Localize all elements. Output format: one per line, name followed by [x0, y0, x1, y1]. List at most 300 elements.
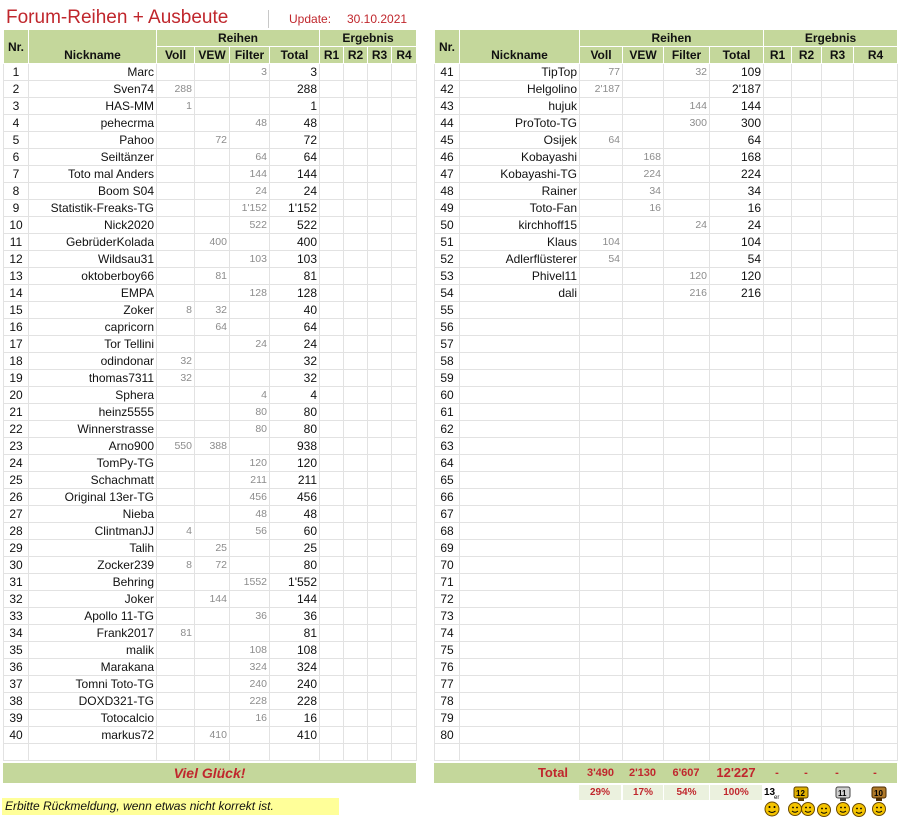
- row-vew: [623, 523, 664, 540]
- row-filter: 144: [664, 98, 710, 115]
- row-r2: [792, 115, 822, 132]
- row-number: 50: [435, 217, 460, 234]
- row-voll: [580, 370, 623, 387]
- col-vew-header: VEW: [623, 47, 664, 64]
- row-filter: [230, 353, 270, 370]
- row-r4: [854, 625, 898, 642]
- row-r3: [822, 234, 854, 251]
- row-voll: [580, 200, 623, 217]
- row-r1: [764, 98, 792, 115]
- row-voll: [580, 404, 623, 421]
- row-nickname: Marc: [29, 64, 157, 81]
- row-r3: [822, 302, 854, 319]
- row-voll: [580, 302, 623, 319]
- row-number: 23: [4, 438, 29, 455]
- pct-filter: 54%: [664, 785, 709, 800]
- row-voll: [580, 149, 623, 166]
- row-r1: [320, 353, 344, 370]
- row-r4: [392, 591, 417, 608]
- row-number: 10: [4, 217, 29, 234]
- row-r2: [792, 421, 822, 438]
- row-number: 74: [435, 625, 460, 642]
- row-nickname: Toto-Fan: [460, 200, 580, 217]
- row-nickname: capricorn: [29, 319, 157, 336]
- row-total: 216: [710, 285, 764, 302]
- row-r1: [320, 166, 344, 183]
- row-nickname: [460, 591, 580, 608]
- row-voll: [157, 710, 195, 727]
- row-r4: [392, 710, 417, 727]
- row-r4: [854, 370, 898, 387]
- row-vew: [195, 64, 230, 81]
- row-r4: [854, 608, 898, 625]
- col-total-header: Total: [710, 47, 764, 64]
- row-number: 40: [4, 727, 29, 744]
- row-r1: [320, 115, 344, 132]
- row-r1: [320, 64, 344, 81]
- row-r1: [320, 608, 344, 625]
- row-r1: [764, 353, 792, 370]
- row-r2: [792, 353, 822, 370]
- row-r4: [392, 625, 417, 642]
- row-r4: [392, 404, 417, 421]
- row-r4: [854, 115, 898, 132]
- row-voll: [157, 506, 195, 523]
- row-total: 36: [270, 608, 320, 625]
- row-filter: [664, 319, 710, 336]
- row-r1: [320, 727, 344, 744]
- row-r1: [320, 81, 344, 98]
- row-vew: [623, 574, 664, 591]
- row-vew: 410: [195, 727, 230, 744]
- row-r4: [392, 183, 417, 200]
- row-r1: [764, 166, 792, 183]
- table-row: [435, 217, 898, 234]
- row-r4: [392, 81, 417, 98]
- row-r2: [792, 234, 822, 251]
- row-number: 12: [4, 251, 29, 268]
- row-r4: [392, 540, 417, 557]
- row-filter: 144: [230, 166, 270, 183]
- row-r3: [368, 557, 392, 574]
- row-nickname: [460, 625, 580, 642]
- row-filter: [230, 540, 270, 557]
- row-r1: [764, 183, 792, 200]
- row-number: 64: [435, 455, 460, 472]
- row-vew: 16: [623, 200, 664, 217]
- row-total: 128: [270, 285, 320, 302]
- row-total: 24: [270, 336, 320, 353]
- row-filter: [664, 302, 710, 319]
- row-total: 24: [270, 183, 320, 200]
- 11-trophy-smiley-icon: [836, 787, 866, 817]
- row-voll: [157, 489, 195, 506]
- row-vew: [623, 234, 664, 251]
- row-r4: [392, 336, 417, 353]
- row-r4: [854, 319, 898, 336]
- row-voll: [580, 353, 623, 370]
- row-total: 80: [270, 404, 320, 421]
- row-total: 80: [270, 557, 320, 574]
- table-row: [4, 370, 417, 387]
- row-filter: [664, 387, 710, 404]
- table-row: [435, 200, 898, 217]
- row-r1: [764, 319, 792, 336]
- row-number: 53: [435, 268, 460, 285]
- row-r3: [368, 370, 392, 387]
- row-vew: [623, 132, 664, 149]
- row-r1: [764, 336, 792, 353]
- row-r4: [392, 506, 417, 523]
- row-r2: [344, 710, 368, 727]
- row-filter: [230, 727, 270, 744]
- row-nickname: kirchhoff15: [460, 217, 580, 234]
- blank-row: [4, 744, 417, 761]
- row-r1: [320, 489, 344, 506]
- row-r2: [792, 183, 822, 200]
- row-number: 66: [435, 489, 460, 506]
- row-voll: 4: [157, 523, 195, 540]
- row-vew: [623, 506, 664, 523]
- row-r1: [320, 676, 344, 693]
- blank-cell: [29, 744, 157, 761]
- table-row: [4, 727, 417, 744]
- total-label: Total: [537, 765, 569, 780]
- row-r4: [392, 608, 417, 625]
- row-vew: [623, 438, 664, 455]
- row-r2: [344, 234, 368, 251]
- row-r3: [368, 132, 392, 149]
- row-vew: [623, 98, 664, 115]
- row-total: 211: [270, 472, 320, 489]
- row-r4: [854, 302, 898, 319]
- row-total: 240: [270, 676, 320, 693]
- row-filter: [664, 540, 710, 557]
- row-vew: [195, 183, 230, 200]
- table-row: [4, 472, 417, 489]
- row-r2: [344, 115, 368, 132]
- row-r2: [344, 693, 368, 710]
- row-vew: [195, 200, 230, 217]
- blank-cell: [710, 744, 764, 761]
- row-r4: [854, 523, 898, 540]
- row-filter: [664, 608, 710, 625]
- row-voll: [157, 608, 195, 625]
- row-voll: 1: [157, 98, 195, 115]
- row-r4: [854, 234, 898, 251]
- row-vew: [195, 693, 230, 710]
- row-vew: [623, 625, 664, 642]
- row-r4: [854, 132, 898, 149]
- table-row: [4, 710, 417, 727]
- table-row: [4, 625, 417, 642]
- row-nickname: Zocker239: [29, 557, 157, 574]
- row-filter: [664, 370, 710, 387]
- row-total: 81: [270, 625, 320, 642]
- row-number: 58: [435, 353, 460, 370]
- table-row: [4, 200, 417, 217]
- row-number: 37: [4, 676, 29, 693]
- row-nickname: [460, 404, 580, 421]
- row-nickname: Zoker: [29, 302, 157, 319]
- row-r3: [368, 302, 392, 319]
- table-row: [435, 693, 898, 710]
- row-total: 34: [710, 183, 764, 200]
- row-number: 48: [435, 183, 460, 200]
- row-total: 1'552: [270, 574, 320, 591]
- row-number: 67: [435, 506, 460, 523]
- row-r1: [764, 251, 792, 268]
- row-r2: [792, 676, 822, 693]
- row-voll: [580, 591, 623, 608]
- row-r1: [320, 506, 344, 523]
- row-number: 7: [4, 166, 29, 183]
- row-nickname: Seiltänzer: [29, 149, 157, 166]
- row-total: 324: [270, 659, 320, 676]
- table-row: [4, 489, 417, 506]
- row-number: 65: [435, 472, 460, 489]
- table-row: [4, 693, 417, 710]
- row-total: [710, 659, 764, 676]
- row-r3: [822, 98, 854, 115]
- group-ergebnis-header: Ergebnis: [764, 30, 898, 47]
- row-r4: [392, 217, 417, 234]
- row-total: 144: [270, 166, 320, 183]
- table-row: [4, 523, 417, 540]
- row-total: [710, 574, 764, 591]
- row-nickname: Phivel11: [460, 268, 580, 285]
- row-r1: [764, 268, 792, 285]
- table-row: [435, 574, 898, 591]
- row-nickname: Kobayashi-TG: [460, 166, 580, 183]
- row-r4: [854, 557, 898, 574]
- row-vew: [623, 370, 664, 387]
- table-row: [4, 642, 417, 659]
- row-r4: [854, 353, 898, 370]
- row-r1: [320, 710, 344, 727]
- row-r3: [822, 132, 854, 149]
- table-row: [4, 166, 417, 183]
- row-r1: [320, 387, 344, 404]
- row-filter: 522: [230, 217, 270, 234]
- row-voll: [157, 472, 195, 489]
- row-number: 60: [435, 387, 460, 404]
- blank-cell: [664, 744, 710, 761]
- row-r4: [392, 659, 417, 676]
- left-table-body: [4, 30, 417, 761]
- row-nickname: [460, 710, 580, 727]
- row-r4: [854, 659, 898, 676]
- svg-text:13: 13: [764, 787, 776, 798]
- table-row: [435, 455, 898, 472]
- table-row: [435, 115, 898, 132]
- row-r2: [792, 81, 822, 98]
- row-r3: [368, 574, 392, 591]
- row-filter: 32: [664, 64, 710, 81]
- row-filter: [664, 455, 710, 472]
- row-filter: 36: [230, 608, 270, 625]
- table-row: [435, 540, 898, 557]
- row-r4: [854, 81, 898, 98]
- table-row: [435, 251, 898, 268]
- table-row: [4, 234, 417, 251]
- row-voll: [580, 506, 623, 523]
- row-number: 45: [435, 132, 460, 149]
- row-number: 33: [4, 608, 29, 625]
- row-number: 11: [4, 234, 29, 251]
- row-filter: 48: [230, 115, 270, 132]
- row-nickname: TipTop: [460, 64, 580, 81]
- row-filter: 1552: [230, 574, 270, 591]
- row-r1: [320, 132, 344, 149]
- row-total: 300: [710, 115, 764, 132]
- row-number: 46: [435, 149, 460, 166]
- row-r3: [822, 676, 854, 693]
- row-total: 80: [270, 421, 320, 438]
- row-filter: 240: [230, 676, 270, 693]
- row-voll: [157, 149, 195, 166]
- row-number: 1: [4, 64, 29, 81]
- table-row: [4, 115, 417, 132]
- row-r1: [320, 234, 344, 251]
- row-vew: 388: [195, 438, 230, 455]
- row-nickname: Pahoo: [29, 132, 157, 149]
- row-vew: 72: [195, 132, 230, 149]
- row-voll: [580, 642, 623, 659]
- row-number: 25: [4, 472, 29, 489]
- total-voll: 3'490: [586, 767, 615, 779]
- row-r2: [792, 455, 822, 472]
- row-r4: [392, 64, 417, 81]
- row-voll: [580, 319, 623, 336]
- row-r4: [392, 285, 417, 302]
- col-r4-header: R4: [854, 47, 898, 64]
- row-r4: [392, 574, 417, 591]
- row-total: 400: [270, 234, 320, 251]
- col-r1-header: R1: [764, 47, 792, 64]
- table-row: [435, 710, 898, 727]
- row-nickname: [460, 319, 580, 336]
- row-r2: [792, 132, 822, 149]
- row-r3: [368, 727, 392, 744]
- row-nickname: Totocalcio: [29, 710, 157, 727]
- row-number: 42: [435, 81, 460, 98]
- row-nickname: [460, 489, 580, 506]
- row-filter: 80: [230, 404, 270, 421]
- row-r1: [764, 132, 792, 149]
- row-r1: [764, 710, 792, 727]
- row-voll: 32: [157, 370, 195, 387]
- row-r2: [344, 336, 368, 353]
- row-r4: [854, 727, 898, 744]
- row-r1: [764, 591, 792, 608]
- row-number: 56: [435, 319, 460, 336]
- row-voll: [580, 710, 623, 727]
- row-filter: [664, 472, 710, 489]
- row-r4: [392, 489, 417, 506]
- row-filter: 24: [664, 217, 710, 234]
- row-voll: [157, 115, 195, 132]
- row-vew: [623, 472, 664, 489]
- row-total: [710, 642, 764, 659]
- row-nickname: Apollo 11-TG: [29, 608, 157, 625]
- row-filter: 108: [230, 642, 270, 659]
- row-r1: [320, 625, 344, 642]
- row-nickname: ClintmanJJ: [29, 523, 157, 540]
- row-nickname: [460, 608, 580, 625]
- row-r2: [792, 540, 822, 557]
- row-total: [710, 710, 764, 727]
- row-filter: [664, 149, 710, 166]
- row-nickname: Original 13er-TG: [29, 489, 157, 506]
- row-filter: 211: [230, 472, 270, 489]
- row-total: 48: [270, 115, 320, 132]
- row-nickname: EMPA: [29, 285, 157, 302]
- row-nickname: [460, 727, 580, 744]
- update-label: Update:: [289, 12, 332, 26]
- row-r3: [822, 64, 854, 81]
- row-voll: [157, 234, 195, 251]
- row-number: 43: [435, 98, 460, 115]
- row-filter: [664, 557, 710, 574]
- row-r2: [792, 319, 822, 336]
- row-nickname: Behring: [29, 574, 157, 591]
- row-r2: [792, 710, 822, 727]
- table-row: [4, 557, 417, 574]
- row-filter: [664, 81, 710, 98]
- row-vew: [195, 472, 230, 489]
- row-r1: [320, 149, 344, 166]
- row-filter: [664, 438, 710, 455]
- row-total: 456: [270, 489, 320, 506]
- blank-cell: [230, 744, 270, 761]
- row-number: 79: [435, 710, 460, 727]
- row-r3: [822, 319, 854, 336]
- row-r2: [344, 489, 368, 506]
- row-voll: [157, 591, 195, 608]
- col-r2-header: R2: [344, 47, 368, 64]
- row-total: 81: [270, 268, 320, 285]
- row-r3: [368, 285, 392, 302]
- row-r2: [344, 64, 368, 81]
- row-r3: [368, 183, 392, 200]
- row-total: 48: [270, 506, 320, 523]
- row-r4: [392, 455, 417, 472]
- row-r3: [822, 81, 854, 98]
- row-number: 15: [4, 302, 29, 319]
- row-number: 8: [4, 183, 29, 200]
- row-voll: [157, 268, 195, 285]
- row-r2: [344, 149, 368, 166]
- row-voll: [580, 625, 623, 642]
- row-total: 32: [270, 370, 320, 387]
- row-r2: [344, 421, 368, 438]
- row-nickname: Sphera: [29, 387, 157, 404]
- row-r1: [320, 404, 344, 421]
- row-total: [710, 523, 764, 540]
- row-r3: [822, 574, 854, 591]
- row-r2: [344, 302, 368, 319]
- row-number: 13: [4, 268, 29, 285]
- row-r4: [392, 166, 417, 183]
- row-vew: [623, 710, 664, 727]
- row-r1: [764, 81, 792, 98]
- row-nickname: [460, 455, 580, 472]
- table-row: [435, 608, 898, 625]
- row-number: 62: [435, 421, 460, 438]
- row-voll: [580, 438, 623, 455]
- row-voll: [580, 183, 623, 200]
